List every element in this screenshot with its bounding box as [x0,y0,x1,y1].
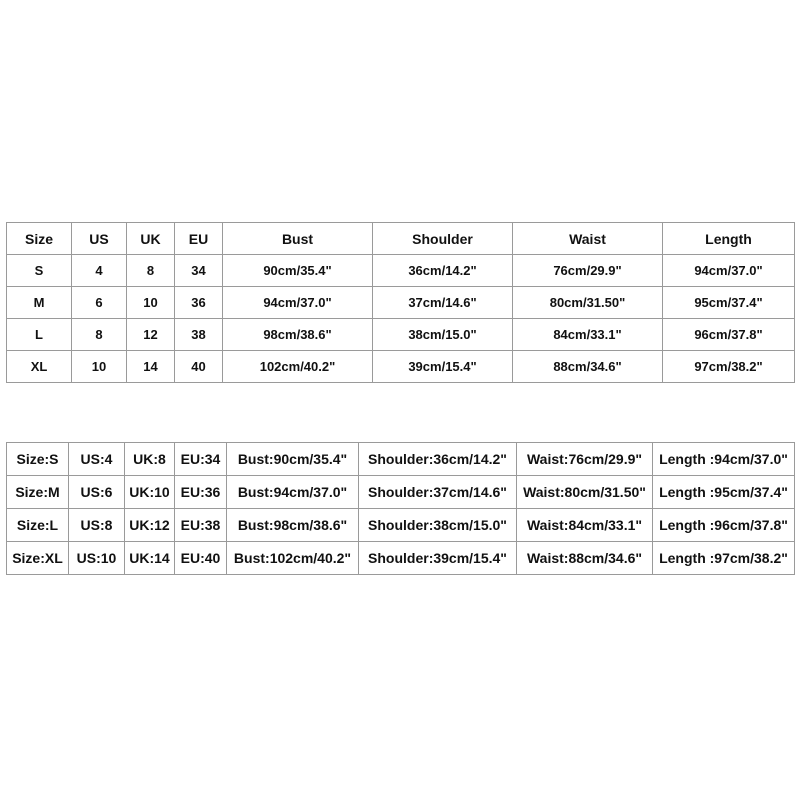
table-cell: EU:34 [175,443,227,476]
header-cell: Shoulder [373,223,513,255]
table-cell: 98cm/38.6" [223,319,373,351]
table-cell: UK:8 [125,443,175,476]
table-cell: 39cm/15.4" [373,351,513,383]
table-row [7,509,795,542]
table-cell: 95cm/37.4" [663,287,795,319]
table-cell: 40 [175,351,223,383]
table-cell: US:8 [69,509,125,542]
size-chart-table [6,222,795,383]
table-row [7,287,795,319]
table-cell: 94cm/37.0" [223,287,373,319]
table-cell: 84cm/33.1" [513,319,663,351]
table-row [7,443,795,476]
size-chart-labeled-table [6,442,795,575]
table-cell: 10 [72,351,127,383]
table-cell: Shoulder:38cm/15.0" [359,509,517,542]
table-cell: UK:14 [125,542,175,575]
table-cell: Waist:84cm/33.1" [517,509,653,542]
table-cell: US:10 [69,542,125,575]
header-cell: Waist [513,223,663,255]
table-cell: 8 [72,319,127,351]
header-cell: US [72,223,127,255]
table-cell: 36 [175,287,223,319]
table-row [7,319,795,351]
table-row [7,476,795,509]
table-cell: 76cm/29.9" [513,255,663,287]
table-cell: Length :94cm/37.0" [653,443,795,476]
table-cell: EU:36 [175,476,227,509]
table-cell: M [7,287,72,319]
table-cell: UK:12 [125,509,175,542]
table-cell: UK:10 [125,476,175,509]
table-cell: Size:S [7,443,69,476]
table-row [7,255,795,287]
table-cell: XL [7,351,72,383]
table-cell: Size:M [7,476,69,509]
table-cell: Waist:76cm/29.9" [517,443,653,476]
table-cell: 37cm/14.6" [373,287,513,319]
table-cell: 8 [127,255,175,287]
table-cell: US:6 [69,476,125,509]
header-cell: Size [7,223,72,255]
table-cell: EU:40 [175,542,227,575]
table-row [7,351,795,383]
header-cell: EU [175,223,223,255]
table-cell: Waist:88cm/34.6" [517,542,653,575]
table-cell: 96cm/37.8" [663,319,795,351]
table-cell: 6 [72,287,127,319]
table-cell: 12 [127,319,175,351]
table-cell: Length :97cm/38.2" [653,542,795,575]
table-cell: 80cm/31.50" [513,287,663,319]
table-cell: Shoulder:36cm/14.2" [359,443,517,476]
table-cell: 36cm/14.2" [373,255,513,287]
table-cell: 90cm/35.4" [223,255,373,287]
header-cell: UK [127,223,175,255]
table-cell: 4 [72,255,127,287]
table-cell: Bust:102cm/40.2" [227,542,359,575]
table-cell: S [7,255,72,287]
table-cell: L [7,319,72,351]
table-cell: 14 [127,351,175,383]
table-cell: Size:XL [7,542,69,575]
table-cell: 38cm/15.0" [373,319,513,351]
table-cell: 102cm/40.2" [223,351,373,383]
table-cell: 94cm/37.0" [663,255,795,287]
table-row [7,542,795,575]
table-cell: 97cm/38.2" [663,351,795,383]
table-cell: Bust:94cm/37.0" [227,476,359,509]
table-cell: Length :95cm/37.4" [653,476,795,509]
table-cell: US:4 [69,443,125,476]
table-cell: Length :96cm/37.8" [653,509,795,542]
table-cell: Size:L [7,509,69,542]
header-cell: Length [663,223,795,255]
table-cell: EU:38 [175,509,227,542]
header-cell: Bust [223,223,373,255]
table-cell: Waist:80cm/31.50" [517,476,653,509]
table-header-row [7,223,795,255]
table-cell: 38 [175,319,223,351]
table-cell: Bust:98cm/38.6" [227,509,359,542]
table-cell: Shoulder:39cm/15.4" [359,542,517,575]
table-cell: Shoulder:37cm/14.6" [359,476,517,509]
table-cell: 10 [127,287,175,319]
table-cell: Bust:90cm/35.4" [227,443,359,476]
table-cell: 88cm/34.6" [513,351,663,383]
table-cell: 34 [175,255,223,287]
